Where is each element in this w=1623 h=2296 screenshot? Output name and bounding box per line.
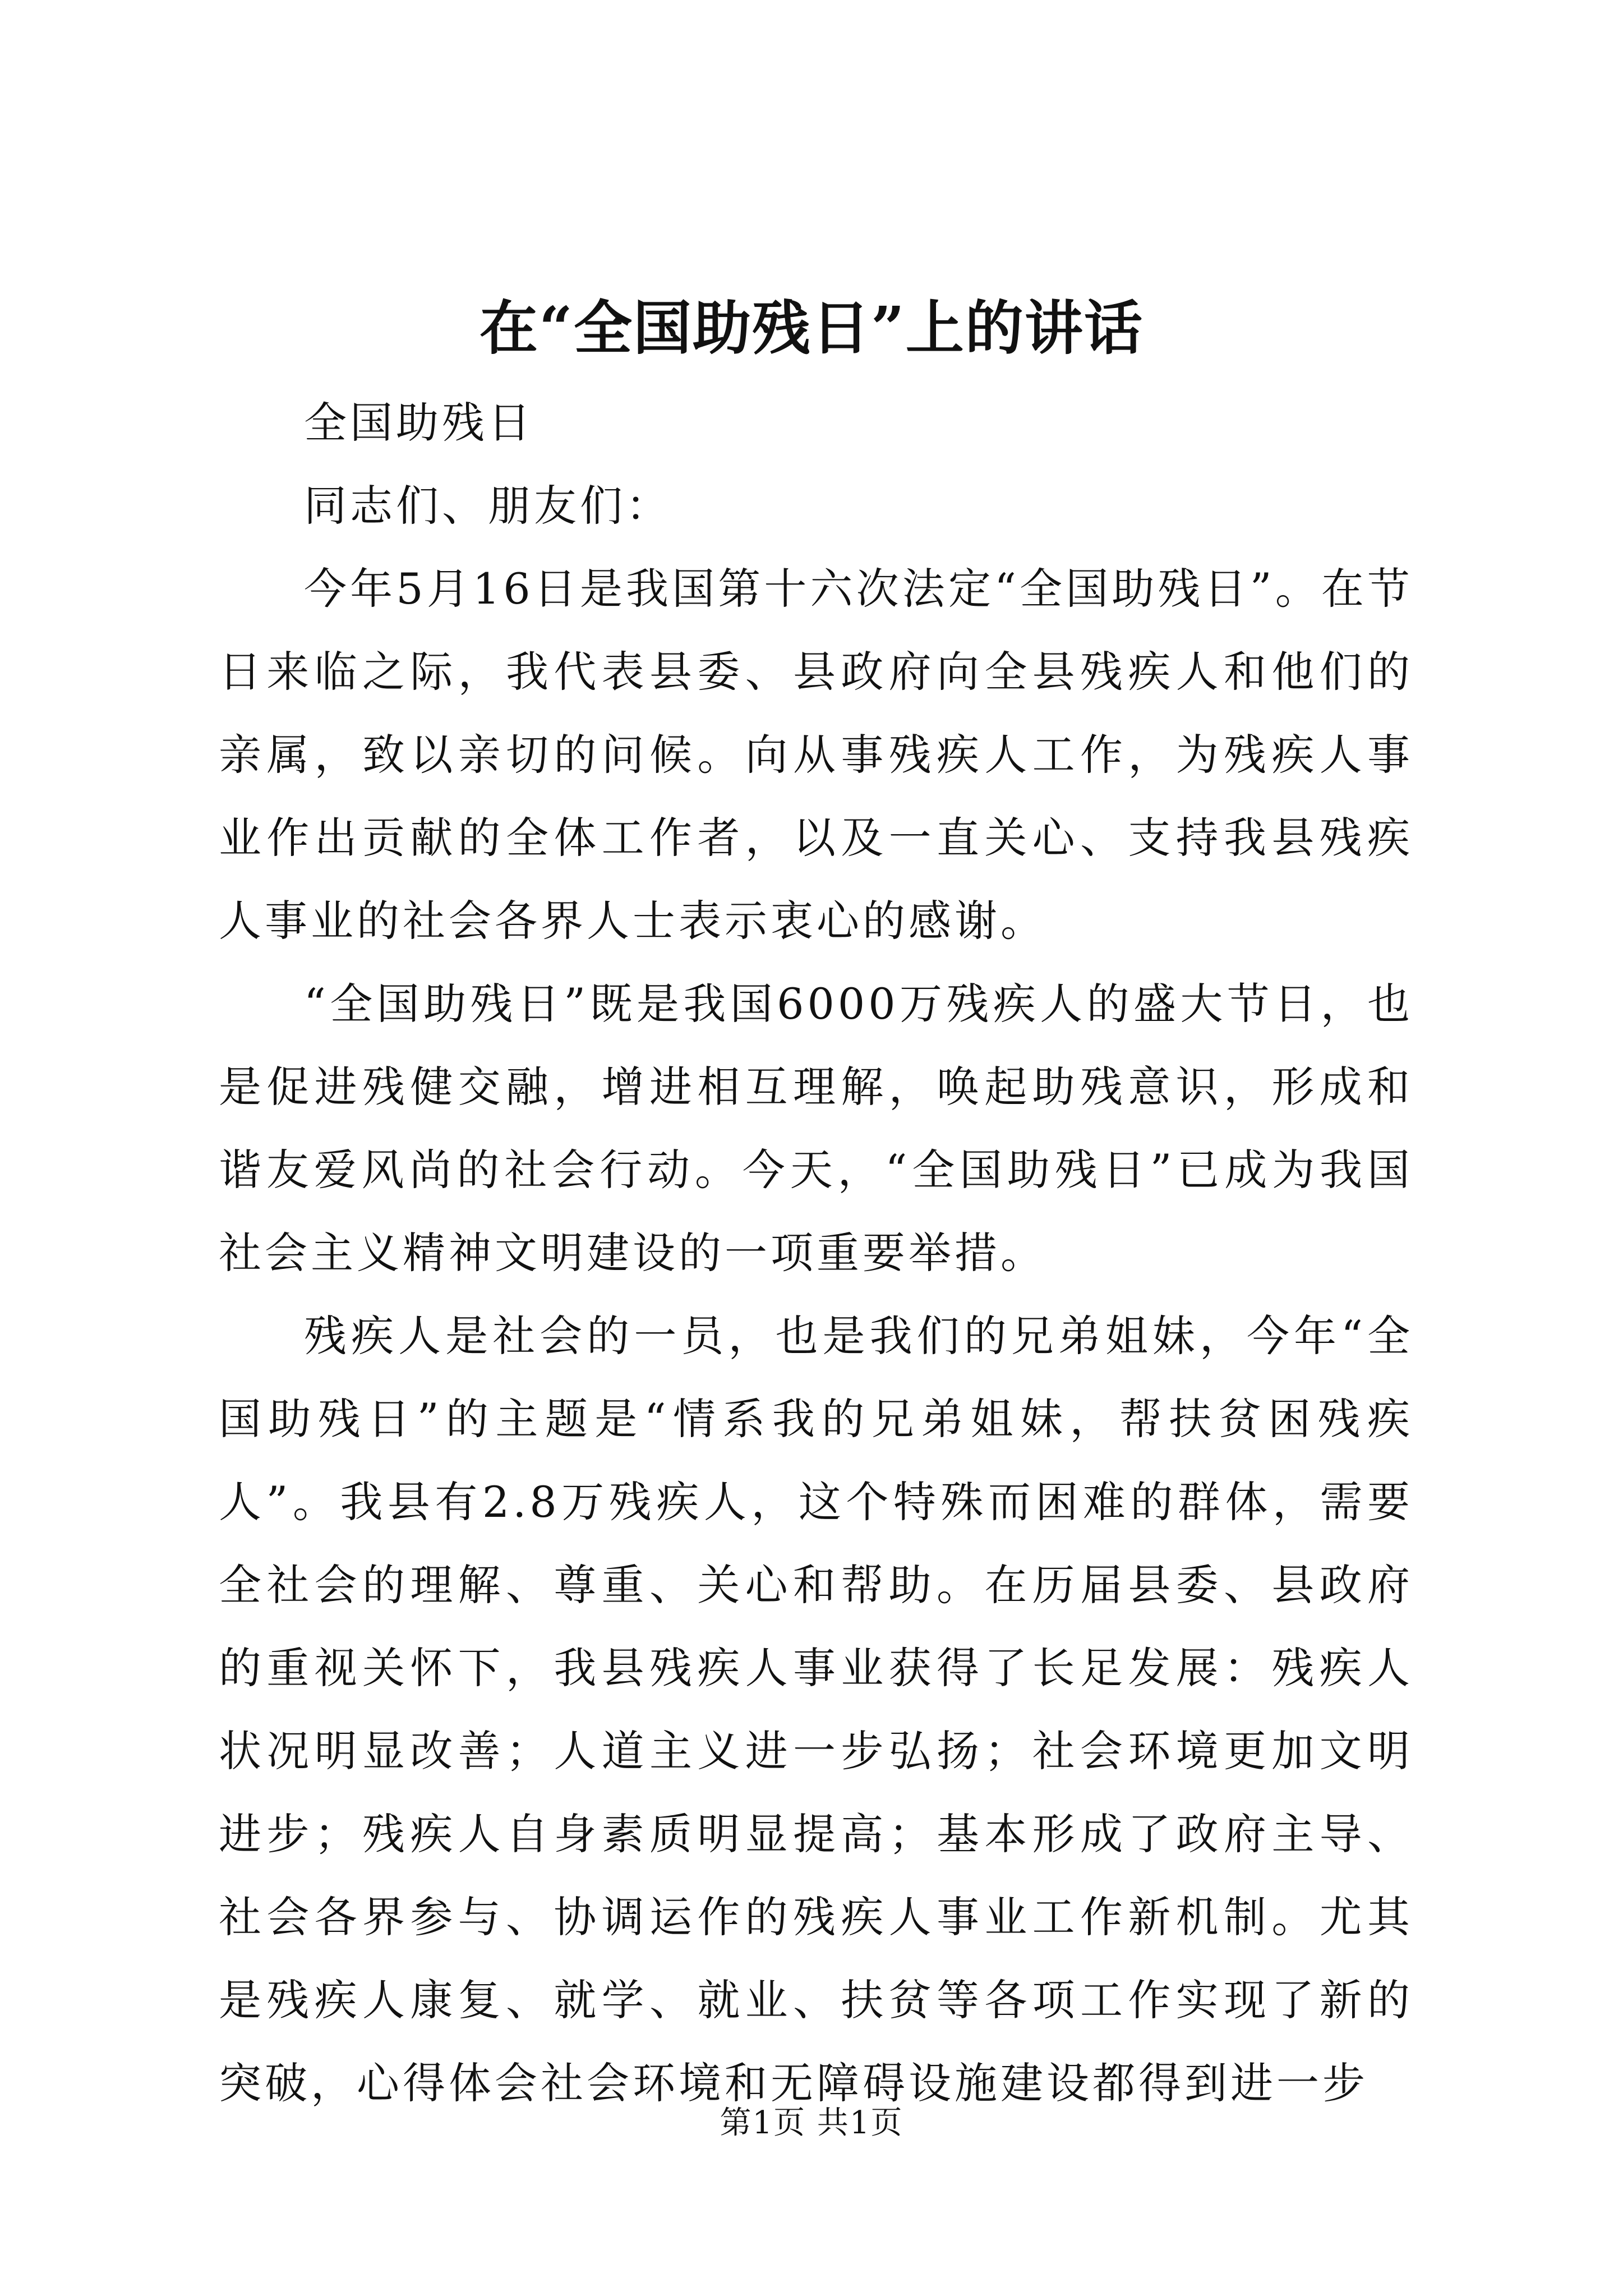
page-footer: 第1页 共1页 bbox=[720, 2105, 903, 2141]
document-title: 在“全国助残日”上的讲话 bbox=[479, 293, 1144, 362]
document-body bbox=[219, 381, 1413, 2125]
paragraph-3: 残疾人是社会的一员，也是我们的兄弟姐妹，今年“全国助残日”的主题是“情系我的兄弟姐妹，帮扶贫困残疾人”。我县有2.8万残疾人，这个特殊而困难的群体，需要全社会的理解、尊重、关心和帮助。在历届县委、县政府的重视关怀下，我县残疾人事业获得了长足发展：残疾人状况明显改善；人道主义进一步弘扬；社会环境更加文明进步；残疾人自身素质明显提高；基本形成了政府主导、社会各界参与、协调运作的残疾人事业工作新机制。尤其是残疾人康复、就学、就业、扶贫等各项工作实现了新的突破，心得体会社会环境和无障碍设施建设都得到进一步 bbox=[219, 1311, 1413, 2108]
paragraph-salutation: 同志们、朋友们： bbox=[304, 481, 672, 531]
paragraph-subtitle: 全国助残日 bbox=[304, 398, 534, 448]
paragraph-2: “全国助残日”既是我国6000万残疾人的盛大节日，也是促进残健交融，增进相互理解，唤起助残意识，形成和谐友爱风尚的社会行动。今天，“全国助残日”已成为我国社会主义精神文明建设的一项重要举措。 bbox=[219, 979, 1413, 1278]
paragraph-1: 今年5月16日是我国第十六次法定“全国助残日”。在节日来临之际，我代表县委、县政府向全县残疾人和他们的亲属，致以亲切的问候。向从事残疾人工作，为残疾人事业作出贡献的全体工作者，以及一直关心、支持我县残疾人事业的社会各界人士表示衷心的感谢。 bbox=[219, 564, 1413, 946]
